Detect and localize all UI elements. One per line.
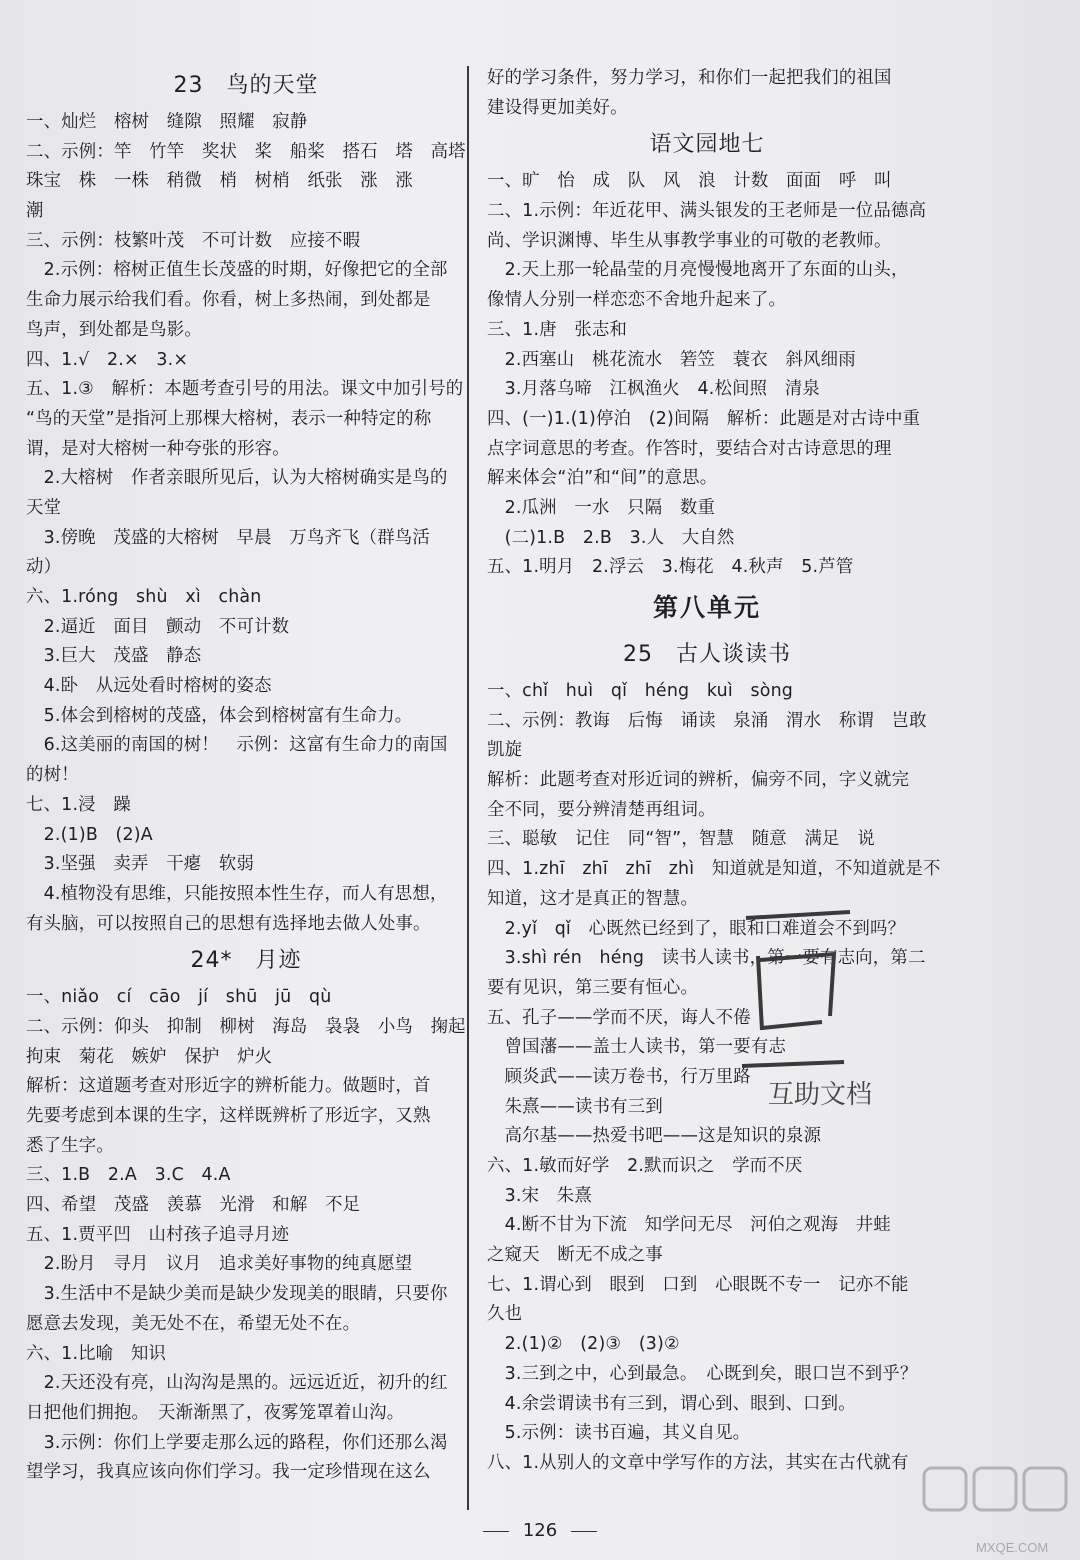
left-line: 2.(1)B (2)A [26,824,153,845]
left-line: 2.盼月 寻月 议月 追求美好事物的纯真愿望 [26,1254,413,1275]
left-line: 六、1.比喻 知识 [26,1343,167,1364]
left-line: 七、1.浸 躁 [26,794,131,815]
left-title: 24* 月迹 [190,948,302,974]
right-line: 2.天上那一轮晶莹的月亮慢慢地离开了东面的山头， [487,260,909,281]
right-line: 像情人分别一样恋恋不舍地升起来了。 [487,290,787,311]
right-line: 三、聪敏 记住 同“智”，智慧 随意 满足 说 [487,829,875,850]
right-line: 3.宋 朱熹 [487,1185,592,1206]
left-column [26,64,466,1488]
left-line: 望学习，我真应该向你们学习。我一定珍惜现在这么 [26,1462,431,1483]
left-line: 生命力展示给我们看。你看，树上多热闹，到处都是 [26,290,431,311]
left-line: 3.傍晚 茂盛的大榕树 早晨 万鸟齐飞（群鸟活 [26,527,430,548]
left-line: 日把他们拥抱。 天渐渐黑了，夜雾笼罩着山沟。 [26,1402,405,1423]
right-line: 2.西塞山 桃花流水 箬笠 蓑衣 斜风细雨 [487,349,856,370]
column-divider [467,66,469,1510]
stamp-label: 互助文档 [768,1080,873,1110]
left-line: 谓，是对大榕树一种夸张的形容。 [26,438,290,459]
right-line: 顾炎武——读万卷书，行万里路 [487,1066,751,1087]
left-line: “鸟的天堂”是指河上那棵大榕树，表示一种特定的称 [26,408,432,429]
right-line: 七、1.谓心到 眼到 口到 心眼既不专一 记亦不能 [487,1274,909,1295]
right-line: 点字词意思的考查。作答时，要结合对古诗意思的理 [487,438,892,459]
right-line: 四、(一)1.(1)停泊 (2)间隔 解析：此题是对古诗中重 [487,408,921,429]
left-line: 珠宝 株 一株 稍微 梢 树梢 纸张 涨 涨 [26,171,413,192]
left-line: 2.示例：榕树正值生长茂盛的时期，好像把它的全部 [26,260,448,281]
right-line: 五、孔子——学而不厌，诲人不倦 [487,1007,751,1028]
right-line: 一、旷 怡 成 队 风 浪 计数 面面 呼 叫 [487,171,892,192]
right-title: 语文园地七 [649,132,765,158]
left-line: 的树！ [26,765,79,786]
left-line: 动） [26,557,62,578]
left-line: 3.巨大 茂盛 静态 [26,646,202,667]
right-line: 高尔基——热爱书吧——这是知识的泉源 [487,1126,822,1147]
left-line: 四、1.√ 2.× 3.× [26,349,189,370]
left-line: 3.示例：你们上学要走那么远的路程，你们还那么渴 [26,1432,448,1453]
right-line: 朱熹——读书有三到 [487,1096,663,1117]
left-line: 六、1.róng shù xì chàn [26,587,262,607]
right-line: 3.月落乌啼 江枫渔火 4.松间照 清泉 [487,379,821,400]
right-line: 解析：此题考查对形近词的辨析，偏旁不同，字义就完 [487,770,910,791]
right-line: 2.yǐ qǐ 心既然已经到了，眼和口难道会不到吗？ [487,918,906,939]
right-line: 二、示例：教诲 后悔 诵读 泉涌 渭水 称谓 岂敢 [487,710,927,731]
footer-dash-right [571,1531,597,1532]
page-number: 126 [522,1520,558,1541]
left-line: 一、niǎo cí cāo jí shū jū qù [26,987,332,1008]
left-line: 一、灿烂 榕树 缝隙 照耀 寂静 [26,112,308,132]
right-line: 3.shì rén héng 读书人读书，第一要有志向，第二 [487,948,926,969]
right-line: 要有见识，第三要有恒心。 [487,977,699,998]
left-line: 愿意去发现，美无处不在，希望无处不在。 [26,1313,361,1334]
left-line: 3.坚强 卖弄 干瘪 软弱 [26,854,255,875]
left-line: 5.体会到榕树的茂盛，体会到榕树富有生命力。 [26,705,413,726]
right-line: (二)1.B 2.B 3.人 大自然 [487,527,735,548]
watermark-text: MXQE.COM [976,1540,1049,1555]
right-line: 之窥天 断无不成之事 [487,1245,663,1266]
right-line: 一、chǐ huì qǐ héng kuì sòng [487,681,794,701]
right-line: 六、1.敏而好学 2.默而识之 学而不厌 [487,1156,803,1176]
right-line: 三、1.唐 张志和 [487,319,628,340]
footer-dash-left [483,1531,509,1532]
right-line: 八、1.从别人的文章中学写作的方法，其实在古代就有 [487,1452,909,1473]
right-line: 曾国藩——盖士人读书，第一要有志 [487,1037,787,1058]
left-line: 拘束 菊花 嫉妒 保护 炉火 [26,1046,273,1067]
left-line: 三、1.B 2.A 3.C 4.A [26,1165,231,1186]
left-line: 4.植物没有思维，只能按照本性生存，而人有思想， [26,883,448,904]
left-line: 2.大榕树 作者亲眼所见后，认为大榕树确实是鸟的 [26,468,448,489]
left-line: 2.逼近 面目 颤动 不可计数 [26,616,290,637]
right-column [487,64,941,1479]
handwritten-stamp [738,898,888,1110]
left-line: 四、希望 茂盛 羡慕 光滑 和解 不足 [26,1195,361,1216]
right-line: 2.瓜洲 一水 只隔 数重 [487,497,716,518]
left-line: 潮 [26,201,44,222]
right-line: 全不同，要分辨清楚再组词。 [487,799,716,820]
left-line: 6.这美丽的南国的树！ 示例：这富有生命力的南国 [26,735,448,756]
left-line: 鸟声，到处都是鸟影。 [26,319,202,340]
right-line: 建设得更加美好。 [487,97,628,118]
left-line: 二、示例：仰头 抑制 柳树 海岛 袅袅 小鸟 掬起 [26,1016,466,1037]
right-line: 3.三到之中，心到最急。 心既到矣，眼口岂不到乎？ [487,1363,918,1384]
right-line: 五、1.明月 2.浮云 3.梅花 4.秋声 5.芦管 [487,557,854,578]
left-line: 4.卧 从远处看时榕树的姿态 [26,676,272,697]
right-title: 25 古人谈读书 [623,642,791,667]
left-line: 有头脑，可以按照自己的思想有选择地去做人处事。 [26,913,431,934]
right-line: 四、1.zhī zhī zhī zhì 知道就是知道，不知道就是不 [487,859,941,880]
left-line: 先要考虑到本课的生字，这样既辨析了形近字，又熟 [26,1106,431,1126]
watermark-logo [916,1460,1076,1560]
right-line: 4.余尝谓读书有三到，谓心到、眼到、口到。 [487,1393,856,1414]
left-line: 二、示例：竿 竹竿 奖状 桨 船桨 搭石 塔 高塔 [26,141,466,162]
right-line: 知道，这才是真正的智慧。 [487,888,699,909]
left-line: 天堂 [26,497,62,518]
right-line: 好的学习条件，努力学习，和你们一起把我们的祖国 [487,68,892,88]
left-line: 3.生活中不是缺少美而是缺少发现美的眼睛，只要你 [26,1284,448,1305]
right-line: 凯旋 [487,740,523,761]
right-line: 4.断不甘为下流 知学问无尽 河伯之观海 井蛙 [487,1215,891,1236]
right-line: 2.(1)② (2)③ (3)② [487,1334,680,1355]
right-line: 久也 [487,1304,523,1325]
left-line: 三、示例：枝繁叶茂 不可计数 应接不暇 [26,230,361,251]
right-line: 5.示例：读书百遍，其义自见。 [487,1423,751,1444]
left-line: 悉了生字。 [26,1135,114,1156]
left-line: 2.天还没有亮，山沟沟是黑的。远远近近，初升的红 [26,1373,448,1394]
left-line: 五、1.贾平凹 山村孩子追寻月迹 [26,1224,290,1245]
right-unit: 第八单元 [652,593,761,622]
left-line: 解析：这道题考查对形近字的辨析能力。做题时，首 [26,1076,431,1097]
right-line: 解来体会“泊”和“间”的意思。 [487,468,718,489]
right-line: 尚、学识渊博、毕生从事教学事业的可敬的老教师。 [487,230,892,251]
left-title: 23 鸟的天堂 [173,73,319,98]
right-line: 二、1.示例：年近花甲、满头银发的王老师是一位品德高 [487,201,927,222]
left-line: 五、1.③ 解析：本题考查引号的用法。课文中加引号的 [26,379,464,400]
